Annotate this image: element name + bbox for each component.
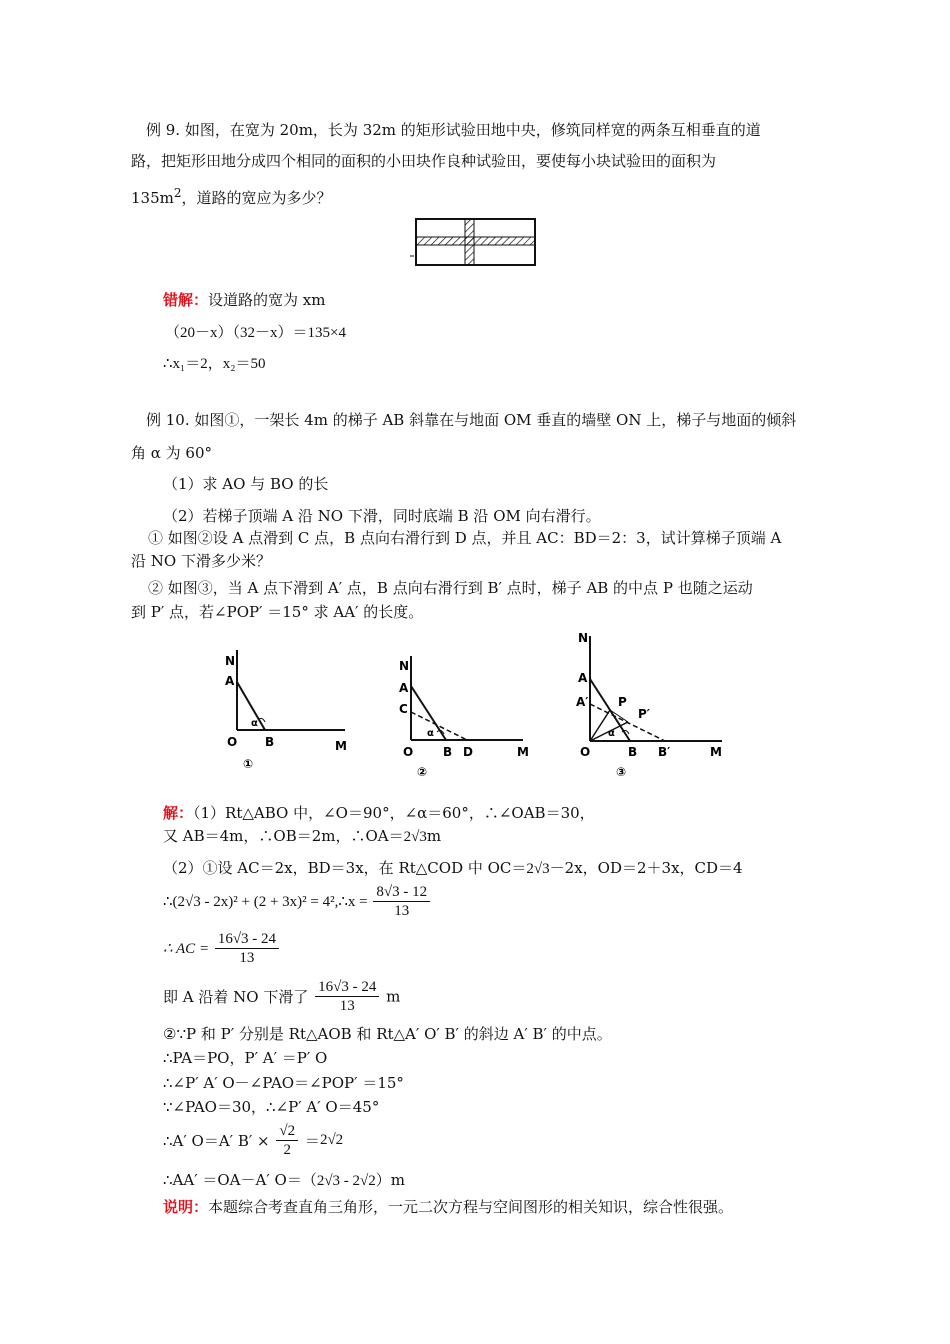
- ladder-figure-1: [215, 640, 365, 775]
- f1-label-alpha: α: [251, 718, 258, 729]
- f1-label-O: O: [227, 735, 238, 749]
- sol-line10: ∵∠PAO＝30，∴∠P′ A′ O＝45°: [163, 1098, 380, 1116]
- sol-line6: 即 A 沿着 NO 下滑了 $\frac{16√3 - 24}{13}$ m: [163, 979, 401, 1014]
- ex10-line1: 例 10. 如图①，一架长 4m 的梯子 AB 斜靠在与地面 OM 垂直的墙壁 ON 上，梯子与地面的倾斜: [146, 411, 797, 429]
- f1-label-A: A: [225, 674, 235, 688]
- sol-line3: （2）①设 AC＝2x，BD＝3x，在 Rt△COD 中 OC＝2√3－2x，OD＝2＋3x，CD＝4: [163, 859, 743, 877]
- ex9-line1: 例 9. 如图，在宽为 20m，长为 32m 的矩形试验田地中央，修筑同样宽的两条互相垂直的道: [146, 121, 761, 139]
- ex9-equation: （20－x）（32－x）＝135×4: [165, 325, 346, 341]
- f1-number: ①: [243, 757, 254, 771]
- ex10-q1: （1）求 AO 与 BO 的长: [163, 475, 329, 493]
- f2-label-D: D: [463, 745, 473, 759]
- note-label: 说明：: [163, 1198, 209, 1216]
- f2-label-B: B: [443, 745, 453, 759]
- ex9-line3: $135m^2$，道路的宽应为多少？: [131, 186, 332, 207]
- f3-label-P-prime: P′: [638, 707, 650, 721]
- f3-label-P: P: [618, 695, 627, 709]
- f3-label-A: A: [578, 671, 588, 685]
- field-figure: [410, 216, 538, 268]
- ladder-figure-2: [395, 650, 535, 780]
- solution-label: 解：: [163, 804, 194, 822]
- sol-note: 说明：本题综合考查直角三角形，一元二次方程与空间图形的相关知识，综合性很强。: [163, 1198, 734, 1216]
- f2-label-C: C: [399, 702, 408, 716]
- ladder-figure-3: [570, 626, 730, 781]
- ex9-line2: 路，把矩形田地分成四个相同的面积的小田块作良种试验田，要使每小块试验田的面积为: [131, 152, 717, 170]
- f3-label-N: N: [578, 631, 589, 645]
- sol-line4: ∴(2√3 - 2x)² + (2 + 3x)² = 4²,∴x = $\frac{8√3 - 12}{13}$: [163, 883, 432, 920]
- f2-label-O: O: [403, 745, 414, 759]
- sol-line2: 又 AB＝4m，∴OB＝2m，∴OA＝2√3m: [163, 827, 442, 845]
- sol-line7: ②∵P 和 P′ 分别是 Rt△AOB 和 Rt△A′ O′ B′ 的斜边 A′ B′ 的中点。: [163, 1025, 612, 1043]
- sol-line8: ∴PA＝PO，P′ A′ ＝P′ O: [163, 1049, 328, 1067]
- wrong-label: 错解：: [163, 291, 209, 309]
- f2-label-N: N: [399, 659, 410, 673]
- f3-number: ③: [616, 765, 627, 779]
- f2-label-M: M: [517, 745, 529, 759]
- ex10-q2a-line1: ① 如图②设 A 点滑到 C 点，B 点向右滑行到 D 点，并且 AC：BD＝2：3，试计算梯子顶端 A: [148, 529, 782, 547]
- f3-label-A-prime: A′: [576, 695, 589, 709]
- sol-line11: ∴A′ O＝A′ B′ × $\frac{√2}{2}$ ＝2√2: [163, 1123, 344, 1158]
- f3-label-O: O: [580, 745, 591, 759]
- f1-label-M: M: [335, 739, 347, 753]
- f1-label-N: N: [225, 654, 236, 668]
- f1-label-B: B: [265, 735, 275, 749]
- sol-line5: ∴ AC = $\frac{16√3 - 24}{13}$: [163, 930, 281, 967]
- ex9-wrong-solution: 错解：设道路的宽为 xm: [163, 291, 326, 309]
- f3-label-B: B: [628, 745, 638, 759]
- sol-line1: 解：（1）Rt△ABO 中，∠O＝90°，∠α＝60°，∴∠OAB＝30，: [163, 804, 595, 822]
- f3-label-B-prime: B′: [658, 745, 671, 759]
- f3-label-M: M: [710, 745, 722, 759]
- ex10-q2b-line2: 到 P′ 点，若∠POP′ ＝15° 求 AA′ 的长度。: [131, 603, 424, 621]
- f2-number: ②: [417, 765, 428, 779]
- ex10-q2b-line1: ② 如图③，当 A 点下滑到 A′ 点，B 点向右滑行到 B′ 点时，梯子 AB 的中点 P 也随之运动: [148, 579, 753, 597]
- f2-label-alpha: α: [427, 728, 434, 739]
- ex10-q2a-line2: 沿 NO 下滑多少米？: [131, 552, 271, 570]
- ex9-roots: ∴x₁＝2，x₂＝50: [163, 356, 266, 372]
- sol-line9: ∴∠P′ A′ O－∠PAO＝∠POP′ ＝15°: [163, 1074, 404, 1092]
- f3-label-alpha: α: [608, 728, 615, 739]
- ex10-q2: （2）若梯子顶端 A 沿 NO 下滑，同时底端 B 沿 OM 向右滑行。: [163, 507, 601, 525]
- ex10-line2: 角 α 为 60°: [131, 444, 213, 462]
- f2-label-A: A: [399, 681, 409, 695]
- sol-line12: ∴AA′ ＝OA－A′ O＝（2√3 - 2√2）m: [163, 1171, 406, 1189]
